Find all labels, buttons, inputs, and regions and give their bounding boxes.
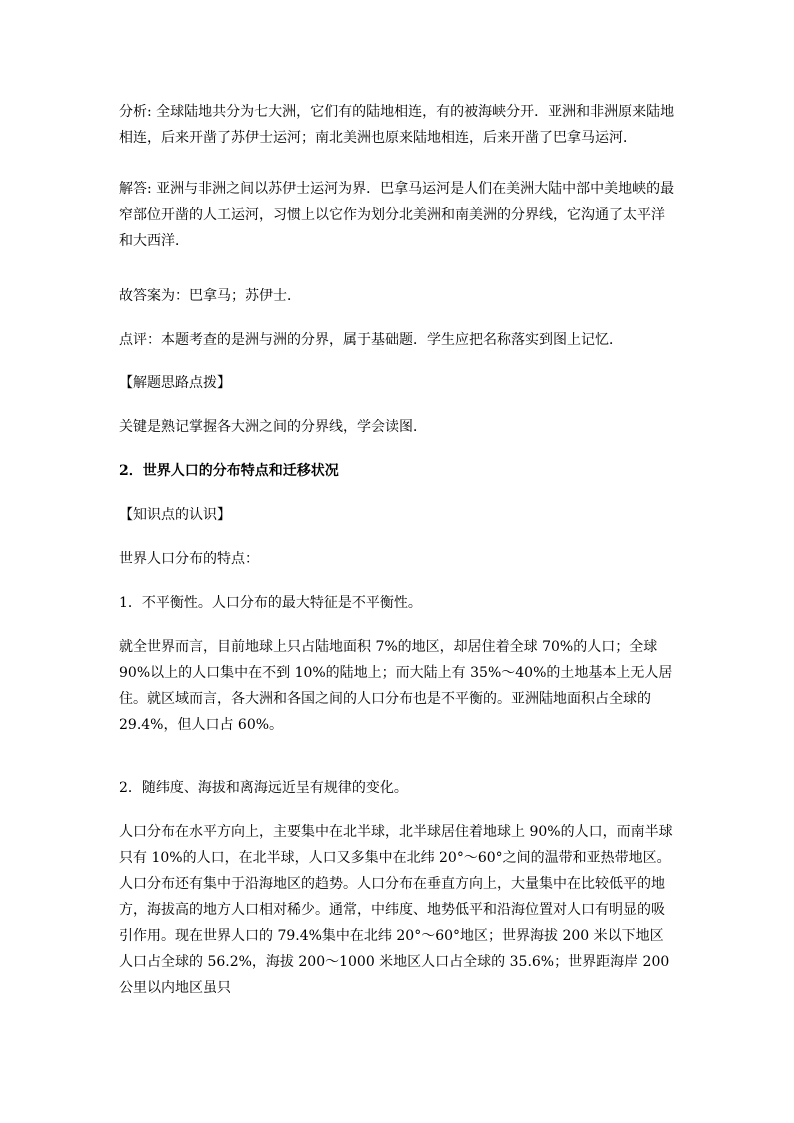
point-2-title: 2．随纬度、海拔和离海远近呈有规律的变化。 <box>119 780 408 796</box>
final-answer-paragraph: 故答案为：巴拿马；苏伊士． <box>119 288 301 304</box>
point-1-title: 1．不平衡性。人口分布的最大特征是不平衡性。 <box>119 595 422 611</box>
comment-paragraph: 点评：本题考查的是洲与洲的分界，属于基础题．学生应把名称落实到图上记忆． <box>119 332 623 348</box>
distribution-intro: 世界人口分布的特点： <box>119 551 259 567</box>
tips-paragraph: 关键是熟记掌握各大洲之间的分界线，学会读图． <box>119 419 427 435</box>
answer-paragraph: 解答: 亚洲与非洲之间以苏伊士运河为界．巴拿马运河是人们在美洲大陆中部中美地峡的最窄部位开凿的人工运河，习惯上以它作为划分北美洲和南美洲的分界线，它沟通了太平洋和大西洋． <box>119 181 675 249</box>
point-2-paragraph: 人口分布在水平方向上，主要集中在北半球，北半球居住着地球上 90%的人口，而南半球只有 10%的人口，在北半球，人口又多集中在北纬 20°～60°之间的温带和亚热带地区。人口分布还有集中于沿海地区的趋势。人口分布在垂直方向上，大量集中在比较低平的地方，海拔高的地方人口相对稀少。通常，中纬度、地势低平和沿海位置对人口有明显的吸引作用。现在世界人口的 79.4%集中在北纬 20°～60°地区；世界海拔 200 米以下地区人口占全球的 56.2%，海拔 200～1000 米地区人口占全球的 35.6%；世界距海岸 200 公里以内地区虽只 <box>119 824 673 996</box>
section-title: 2．世界人口的分布特点和迁移状况 <box>119 463 339 479</box>
knowledge-heading: 【知识点的认识】 <box>119 507 231 523</box>
point-1-paragraph: 就全世界而言，目前地球上只占陆地面积 7%的地区，却居住着全球 70%的人口；全球 90%以上的人口集中在不到 10%的陆地上；而大陆上有 35%～40%的土地基本上无人居住。就区域而言，各大洲和各国之间的人口分布也是不平衡的。亚洲陆地面积占全球的 29.4%，但人口占 60%。 <box>119 639 673 733</box>
analysis-paragraph: 分析: 全球陆地共分为七大洲，它们有的陆地相连，有的被海峡分开．亚洲和非洲原来陆地相连，后来开凿了苏伊士运河；南北美洲也原来陆地相连，后来开凿了巴拿马运河． <box>119 104 675 146</box>
tips-heading: 【解题思路点拨】 <box>119 375 231 391</box>
